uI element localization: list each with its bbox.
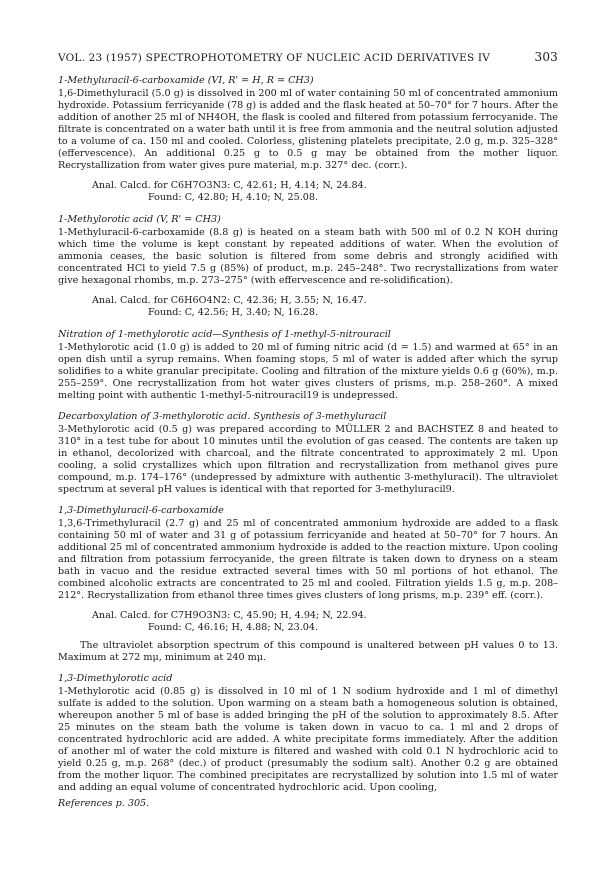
running-title: VOL. 23 (1957) SPECTROPHOTOMETRY OF NUCLEIC ACID DERIVATIVES IV [58,52,491,64]
section-paragraph: 1,3,6-Trimethyluracil (2.7 g) and 25 ml of concentrated ammonium hydroxide are added to a flask containing 50 ml of water and 31 g of potassium ferricyanide and heated at 50–70° for 7 hours. An additional 25 ml of concentrated ammonium hydroxide is added to the reaction mixture. Upon cooling and filtration from potassium ferrocyanide, the green filtrate is taken down to dryness on a steam bath in vacuo and the residue extracted several times with 50 ml portions of hot ethanol. The combined alcoholic extracts are concentrated to 25 ml and cooled. Filtration yields 1.5 g, m.p. 208–212°. Recrystallization from ethanol three times gives clusters of long prisms, m.p. 239° eff. (corr.). [58,517,558,601]
section-heading: 1,3-Dimethylorotic acid [58,673,173,685]
elemental-analysis [58,180,558,205]
journal-page [58,50,558,809]
page-number: 303 [534,50,558,64]
section-heading: 1,3-Dimethyluracil-6-carboxamide [58,504,224,516]
analysis-found: Found: C, 42.80; H, 4.10; N, 25.08. [148,192,319,204]
analysis-found: Found: C, 46.16; H, 4.88; N, 23.04. [148,622,319,634]
running-header [58,50,558,64]
section-heading: 1-Methylorotic acid (V, R' = CH3) [58,213,221,225]
section-paragraph: 3-Methylorotic acid (0.5 g) was prepared according to MÜLLER 2 and BACHSTEZ 8 and heated to 310° in a test tube for about 10 minutes until the evolution of gas ceased. The contents are taken up in ethanol, decolorized with charcoal, and the filtrate concentrated to approximately 2 ml. Upon cooling, a solid crystallizes which upon filtration and recrystallization from methanol gives pure compound, m.p. 174–176° (undepressed by admixture with authentic 3-methyluracil). The ultraviolet spectrum at several pH values is identical with that reported for 3-methyluracil9. [58,423,558,495]
section-paragraph: 1-Methylorotic acid (1.0 g) is added to 20 ml of fuming nitric acid (d = 1.5) and warmed at 65° in an open dish until a syrup remains. When foaming stops, 5 ml of water is added after which the syrup solidifies to a white granular precipitate. Cooling and filtration of the mixture yields 0.6 g (60%), m.p. 255–259°. One recrystallization from hot water gives clusters of prisms, m.p. 258–260°. A mixed melting point with authentic 1-methyl-5-nitrouracil19 is undepressed. [58,341,558,401]
analysis-calcd: Anal. Calcd. for C6H6O4N2: C, 42.36; H, 3.55; N, 16.47. [92,294,367,306]
elemental-analysis [58,610,558,635]
analysis-calcd: Anal. Calcd. for C6H7O3N3: C, 42.61; H, 4.14; N, 24.84. [92,180,367,191]
elemental-analysis [58,295,558,320]
analysis-calcd: Anal. Calcd. for C7H9O3N3: C, 45.90; H, 4.94; N, 22.94. [92,609,367,621]
section-heading: Nitration of 1-methylorotic acid—Synthesis of 1-methyl-5-nitrouracil [58,328,391,340]
analysis-found: Found: C, 42.56; H, 3.40; N, 16.28. [148,307,319,319]
section-paragraph: 1-Methylorotic acid (0.85 g) is dissolved in 10 ml of 1 N sodium hydroxide and 1 ml of dimethyl sulfate is added to the solution. Upon warming on a steam bath a homogeneous solution is obtained, whereupon another 5 ml of base is added bringing the pH of the solution to approximately 8.5. After 25 minutes on the steam bath the volume is taken down in vacuo to ca. 1 ml and 2 drops of concentrated hydrochloric acid are added. A white precipitate forms immediately. After the addition of another ml of water the cold mixture is filtered and washed with cold 0.1 N hydrochloric acid to yield 0.25 g, m.p. 268° (dec.) of product (presumably the sodium salt). Another 0.2 g are obtained from the mother liquor. The combined precipitates are recrystallized by solution into 1.5 ml of water and adding an equal volume of concentrated hydrochloric acid. Upon cooling, [58,686,558,794]
section-heading: 1-Methyluracil-6-carboxamide (VI, R' = H, R = CH3) [58,75,314,86]
references-footer: References p. 305. [58,798,150,810]
section-paragraph: 1-Methyluracil-6-carboxamide (8.8 g) is heated on a steam bath with 500 ml of 0.2 N KOH during which time the volume is kept constant by repeated additions of water. When the evolution of ammonia ceases, the basic solution is filtered from some debris and strongly acidified with concentrated HCl to yield 7.5 g (85%) of product, m.p. 245–248°. Two recrystallizations from water give hexagonal rhombs, m.p. 273–275° (with effervescence and re-solidification). [58,226,558,286]
section-paragraph: 1,6-Dimethyluracil (5.0 g) is dissolved in 200 ml of water containing 50 ml of concentrated ammonium hydroxide. Potassium ferricyanide (78 g) is added and the flask heated at 50–70° for 7 hours. After the addition of another 25 ml of NH4OH, the flask is cooled and filtered from potassium ferrocyanide. The filtrate is concentrated on a water bath until it is free from ammonia and the neutral solution adjusted to a volume of ca. 150 ml and cooled. Colorless, glistening platelets precipitate, 2.0 g, m.p. 325–328° (effervescence). An additional 0.25 g to 0.5 g may be obtained from the mother liquor. Recrystallization from water gives pure material, m.p. 327° dec. (corr.). [58,88,558,171]
uv-spectrum-note: The ultraviolet absorption spectrum of this compound is unaltered between pH values 0 to 13. Maximum at 272 mμ, minimum at 240 mμ. [58,640,558,664]
section-heading: Decarboxylation of 3-methylorotic acid. Synthesis of 3-methyluracil [58,410,387,422]
